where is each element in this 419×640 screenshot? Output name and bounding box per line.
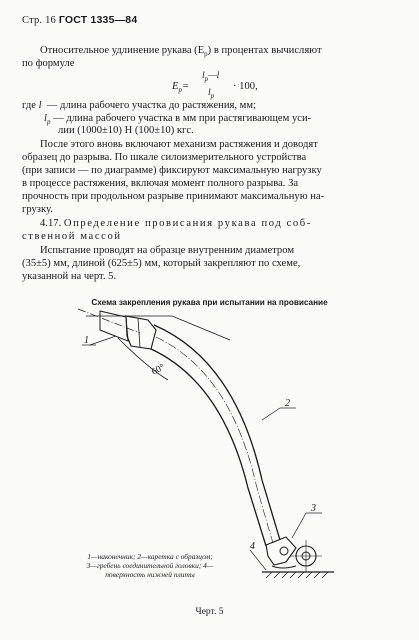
subscript: р xyxy=(210,91,215,100)
subscript: р xyxy=(46,118,51,127)
callout-3: 3 xyxy=(311,503,316,514)
section-4-17-text-l3: указанной на черт. 5. xyxy=(22,271,117,282)
formula-e: E xyxy=(172,81,179,92)
section-number: 4.17. xyxy=(40,218,62,229)
equals-sign: = xyxy=(181,81,190,92)
hose-upper-edge xyxy=(154,325,280,540)
figure-label: Черт. 5 xyxy=(195,607,224,617)
symbol-lp: l xyxy=(44,113,47,124)
text: —l xyxy=(208,71,220,81)
leader-1 xyxy=(90,336,116,345)
text: — длина рабочего участка до растяжения, мм; xyxy=(46,100,257,111)
callout-2: 2 xyxy=(285,398,290,409)
nut-edge xyxy=(138,318,140,347)
figure-caption: Схема закрепления рукава при испытании на провисание xyxy=(91,298,328,307)
section-4-17-title-line2: ственной массой xyxy=(22,231,122,242)
text: l xyxy=(202,71,205,81)
text: ) в процентах вычисляют xyxy=(207,45,322,56)
base-hatching xyxy=(266,572,328,578)
leader-3 xyxy=(292,513,306,538)
legend-line-2: 3—гребень соединительной головки; 4— xyxy=(86,561,214,570)
text: — длина рабочего участка в мм при растягивающем уси- xyxy=(53,113,312,124)
section-title: Определение провисания рукава под соб- xyxy=(63,218,312,229)
section-4-17-text-l1: Испытание проводят на образце внутренним диаметром xyxy=(40,245,295,256)
legend-line-1: 1—наконечник; 2—каретка с образцом; xyxy=(87,552,213,561)
para-after-l6: грузку. xyxy=(22,204,53,215)
para-after-l4: в процессе растяжения, включая момент полного разрыва. За xyxy=(22,178,299,189)
para-after-l2: образец до разрыва. По шкале силоизмерительного устройства xyxy=(22,152,307,163)
callout-4: 4 xyxy=(250,541,255,552)
text: l xyxy=(208,88,211,98)
symbol-l: l xyxy=(38,100,42,111)
text: Относительное удлинение рукава (E xyxy=(40,45,205,56)
section-4-17-text-l2: (35±5) мм, длиной (625±5) мм, который закрепляют по схеме, xyxy=(22,258,301,269)
connection-head xyxy=(266,537,296,565)
leader-2 xyxy=(262,408,280,420)
where-l: где l — длина рабочего участка до растяжения, мм; xyxy=(22,100,257,111)
angle-label: 60° xyxy=(150,362,167,378)
where-lp-line2: лии (1000±10) Н (100±10) кгс. xyxy=(58,125,194,136)
para-elongation-line2: по формуле xyxy=(22,58,75,69)
para-after-l3: (при записи — по диаграмме) фиксируют максимальную нагрузку xyxy=(22,165,322,176)
crest xyxy=(272,566,296,568)
standard-code: ГОСТ 1335—84 xyxy=(58,14,138,26)
para-after-l1: После этого вновь включают механизм растяжения и доводят xyxy=(40,139,318,150)
head-pin xyxy=(280,547,288,555)
legend-line-3: поверхность нижней плиты xyxy=(105,570,195,579)
angle-leg xyxy=(172,316,230,340)
formula-tail: · 100, xyxy=(233,81,258,92)
subscript: р xyxy=(204,50,208,59)
nut-shape xyxy=(126,316,156,349)
subscript: р xyxy=(204,74,209,83)
callout-1: 1 xyxy=(84,335,89,346)
subscript: р xyxy=(178,86,182,95)
para-after-l5: прочность при продольном разрыве принимают максимальную на- xyxy=(22,191,325,202)
page-number: Стр. 16 xyxy=(22,15,56,26)
figure-legend xyxy=(40,552,260,579)
